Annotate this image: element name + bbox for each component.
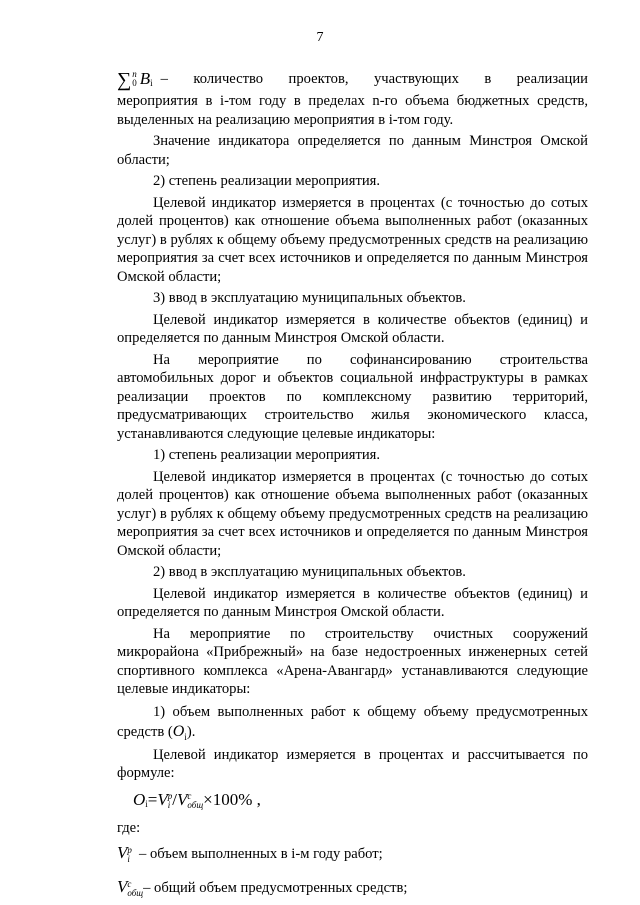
- formula-lhs: O: [133, 790, 146, 810]
- formula-divide: /: [172, 790, 178, 810]
- sum-definition-text: – количество проектов, участвующих в реализации: [160, 70, 588, 87]
- paragraph-13-end: ).: [186, 723, 196, 740]
- formula-times: ×100% ,: [203, 790, 261, 810]
- formula-lhs-subscript: i: [145, 799, 148, 810]
- paragraph-8: 1) степень реализации мероприятия.: [153, 447, 380, 463]
- paragraph-1-line-2: мероприятия в i-том году в пределах n-го объема бюджетных средств,: [117, 93, 588, 109]
- page-number: 7: [316, 30, 324, 45]
- paragraph-10: 2) ввод в эксплуатацию муниципальных объектов.: [153, 564, 466, 580]
- paragraph-9: Целевой индикатор измеряется в процентах (с точностью до сотых долей процентов) как отношение объема выполненных работ (оказанных услуг) в рублях к общему объему предусмотренных средств на реализацию мероприятия за счет всех источников и определяется по данным Минстроя Омской области;: [117, 468, 588, 559]
- sum-variable-subscript: i: [150, 77, 153, 88]
- definition-2: [117, 871, 588, 905]
- paragraph-13: [117, 702, 588, 743]
- paragraph-11: Целевой индикатор измеряется в количестве объектов (единиц) и определяется по данным Минстроя Омской области.: [117, 585, 588, 620]
- formula-v2-subscript: общ: [187, 799, 204, 810]
- definition-2-text: – общий объем предусмотренных средств;: [143, 879, 408, 896]
- definition-2-subscript: общ: [127, 887, 144, 898]
- paragraph-6: Целевой индикатор измеряется в количестве объектов (единиц) и определяется по данным Минстроя Омской области.: [117, 311, 588, 346]
- formula-v2: V: [177, 790, 188, 810]
- sum-expression: [117, 70, 153, 89]
- definition-1: [117, 837, 588, 871]
- paragraph-3: 2) степень реализации мероприятия.: [153, 173, 380, 189]
- where-label: где:: [117, 819, 141, 836]
- formula-v1: V: [157, 790, 168, 810]
- document-body: [117, 66, 588, 905]
- symbol-o: O: [172, 722, 185, 740]
- sum-symbol: ∑: [117, 68, 132, 91]
- sum-upper-limit: n: [132, 69, 137, 79]
- definition-1-subscript: i: [127, 853, 130, 864]
- definition-1-text: – объем выполненных в i-м году работ;: [139, 845, 383, 862]
- formula-v2-superscript: c: [187, 790, 192, 801]
- paragraph-4: Целевой индикатор измеряется в процентах (с точностью до сотых долей процентов) как отношение объема выполненных работ (оказанных услуг) в рублях к общему объему предусмотренных средств на реализацию мероприятия за счет всех источников и определяется по данным Минстроя Омской области;: [117, 194, 588, 285]
- formula: [117, 783, 588, 819]
- definition-1-superscript: p: [127, 844, 132, 855]
- definition-2-symbol: [117, 878, 143, 897]
- paragraph-5: 3) ввод в эксплуатацию муниципальных объектов.: [153, 290, 466, 306]
- sum-definition-line: [117, 66, 588, 92]
- paragraph-13-text: 1) объем выполненных работ к общему объему предусмотренных средств (: [117, 703, 588, 740]
- formula-equals: =: [147, 790, 158, 810]
- formula-v1-subscript: i: [167, 799, 171, 810]
- sum-variable: B: [139, 68, 151, 88]
- paragraph-7: На мероприятие по софинансированию строительства автомобильных дорог и объектов социальной инфраструктуры в рамках реализации проектов по комплексному развитию территорий, предусматривающих строительство жилья экономического класса, устанавливаются следующие целевые индикаторы:: [117, 351, 588, 442]
- definition-2-var: V: [117, 877, 128, 897]
- paragraph-12: На мероприятие по строительству очистных сооружений микрорайона «Прибрежный» на базе недостроенных инженерных сетей спортивного комплекса «Арена-Авангард» устанавливаются следующие целевые индикаторы:: [117, 625, 588, 697]
- definition-2-superscript: c: [127, 878, 132, 889]
- formula-v1-superscript: p: [167, 790, 173, 801]
- sum-lower-limit: 0: [132, 78, 137, 88]
- paragraph-1-line-3: выделенных на реализацию мероприятия в i-том году.: [117, 111, 454, 128]
- paragraph-14: Целевой индикатор измеряется в процентах и рассчитывается по формуле:: [117, 746, 588, 781]
- definition-1-symbol: [117, 844, 139, 863]
- definition-1-var: V: [117, 843, 128, 863]
- paragraph-2: Значение индикатора определяется по данным Минстроя Омской области;: [117, 133, 588, 168]
- symbol-o-subscript: i: [184, 731, 187, 742]
